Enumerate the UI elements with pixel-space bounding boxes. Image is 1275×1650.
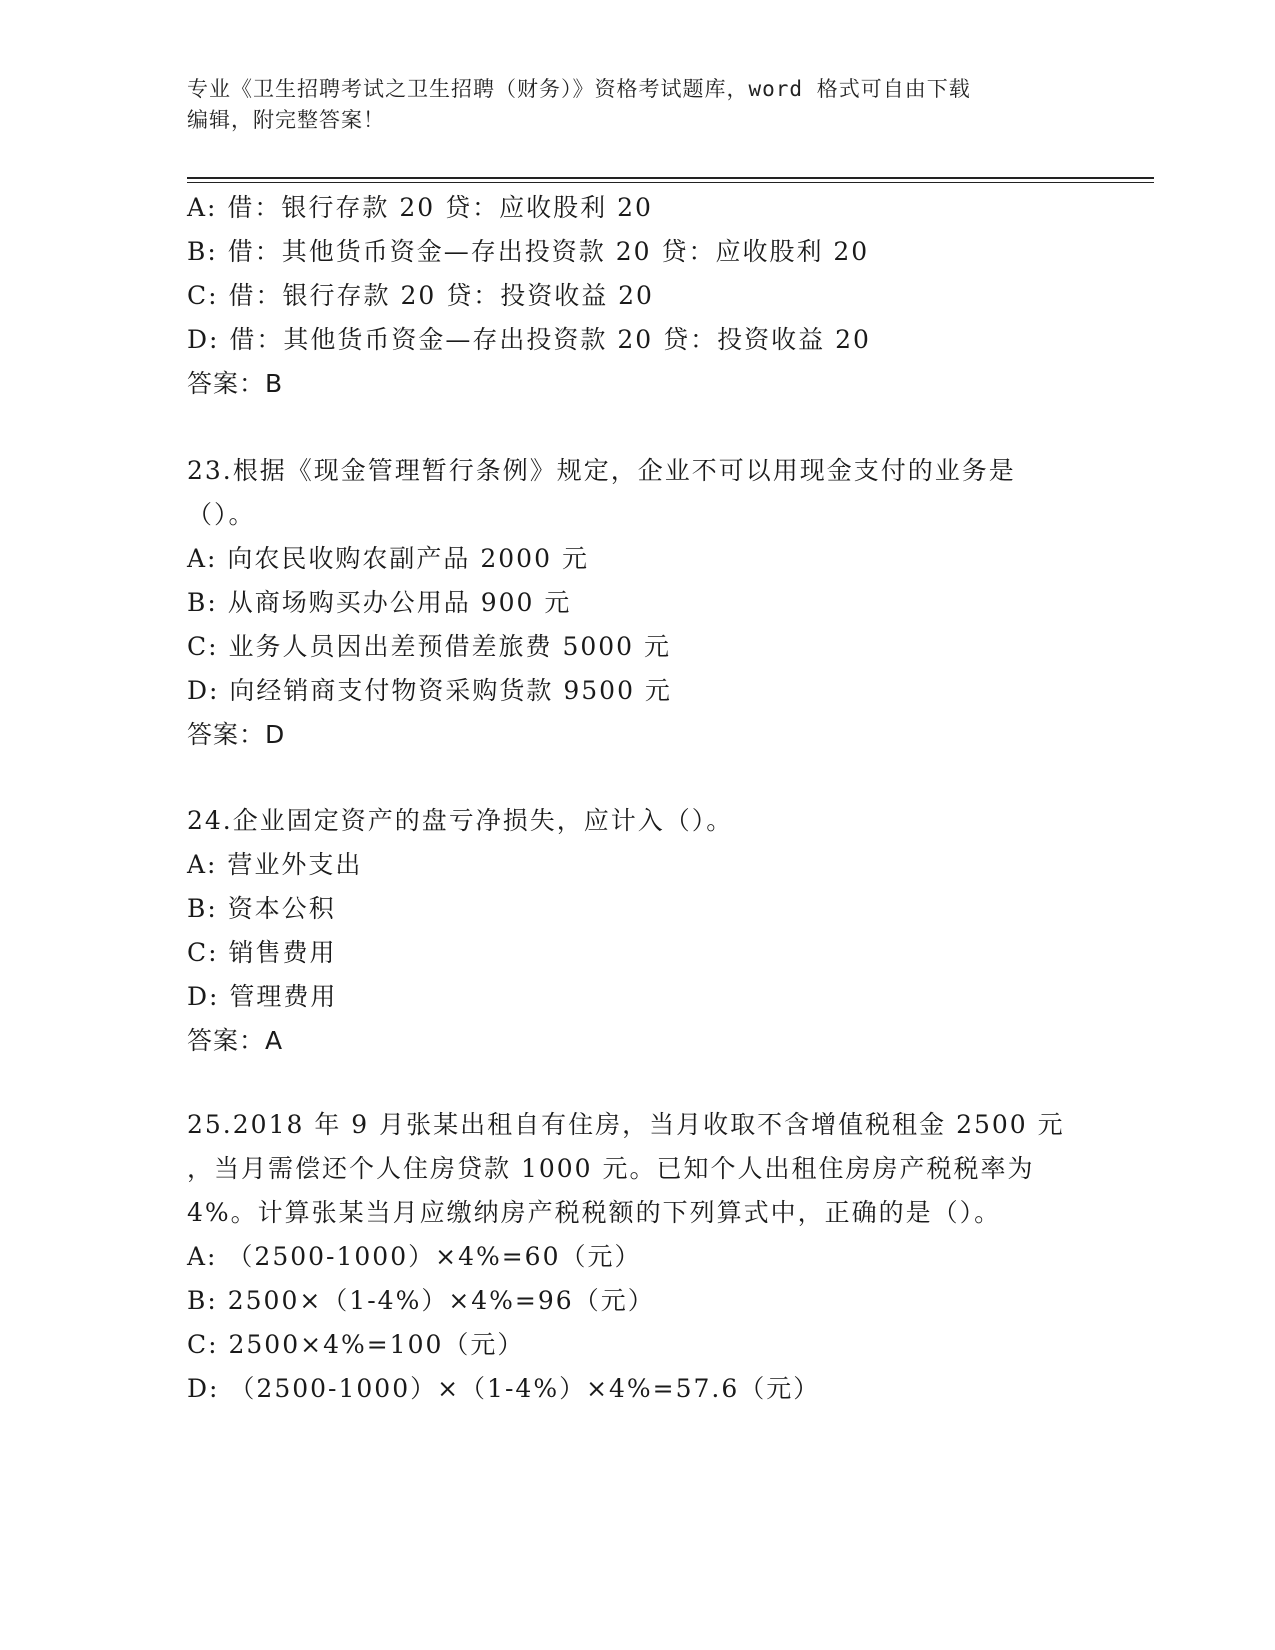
q24-option-a: A: 营业外支出 [187, 850, 363, 879]
q25-option-c: C: 2500×4%=100（元） [187, 1330, 525, 1359]
q24-question-line-1: 24.企业固定资产的盘亏净损失，应计入（）。 [187, 806, 734, 835]
q23-question-line-1: 23.根据《现金管理暂行条例》规定，企业不可以用现金支付的业务是 [187, 456, 1016, 485]
q23-option-d: D: 向经销商支付物资采购货款 9500 元 [187, 676, 672, 705]
q25-question-line-3: 4%。计算张某当月应缴纳房产税税额的下列算式中，正确的是（）。 [187, 1198, 1002, 1227]
q22-option-b: B: 借：其他货币资金—存出投资款 20 贷：应收股利 20 [187, 237, 870, 266]
q23-answer: 答案：D [187, 720, 286, 749]
q25-option-a: A: （2500-1000）×4%=60（元） [187, 1242, 642, 1271]
q22-option-d: D: 借：其他货币资金—存出投资款 20 贷：投资收益 20 [187, 325, 871, 354]
q24-option-c: C: 销售费用 [187, 938, 337, 967]
q23-question-line-2: （）。 [187, 500, 256, 529]
header-divider-thick [187, 177, 1154, 179]
q22-option-c: C: 借：银行存款 20 贷：投资收益 20 [187, 281, 654, 310]
q25-question-line-2: ，当月需偿还个人住房贷款 1000 元。已知个人出租住房房产税税率为 [187, 1154, 1035, 1183]
q25-option-d: D: （2500-1000）×（1-4%）×4%=57.6（元） [187, 1374, 821, 1403]
q25-question-line-1: 25.2018 年 9 月张某出租自有住房，当月收取不含增值税租金 2500 元 [187, 1110, 1065, 1139]
header-line-2: 编辑，附完整答案！ [187, 108, 385, 132]
q22-option-a: A: 借：银行存款 20 贷：应收股利 20 [187, 193, 653, 222]
q24-option-b: B: 资本公积 [187, 894, 336, 923]
q24-answer: 答案：A [187, 1026, 284, 1055]
q23-option-a: A: 向农民收购农副产品 2000 元 [187, 544, 589, 573]
q22-answer: 答案：B [187, 369, 284, 398]
q23-option-b: B: 从商场购买办公用品 900 元 [187, 588, 572, 617]
q23-option-c: C: 业务人员因出差预借差旅费 5000 元 [187, 632, 672, 661]
header-line-1: 专业《卫生招聘考试之卫生招聘（财务）》资格考试题库，word 格式可自由下载 [187, 77, 971, 101]
document-header [187, 74, 1067, 136]
header-divider-thin [187, 182, 1154, 183]
q24-option-d: D: 管理费用 [187, 982, 338, 1011]
q25-option-b: B: 2500×（1-4%）×4%=96（元） [187, 1286, 655, 1315]
